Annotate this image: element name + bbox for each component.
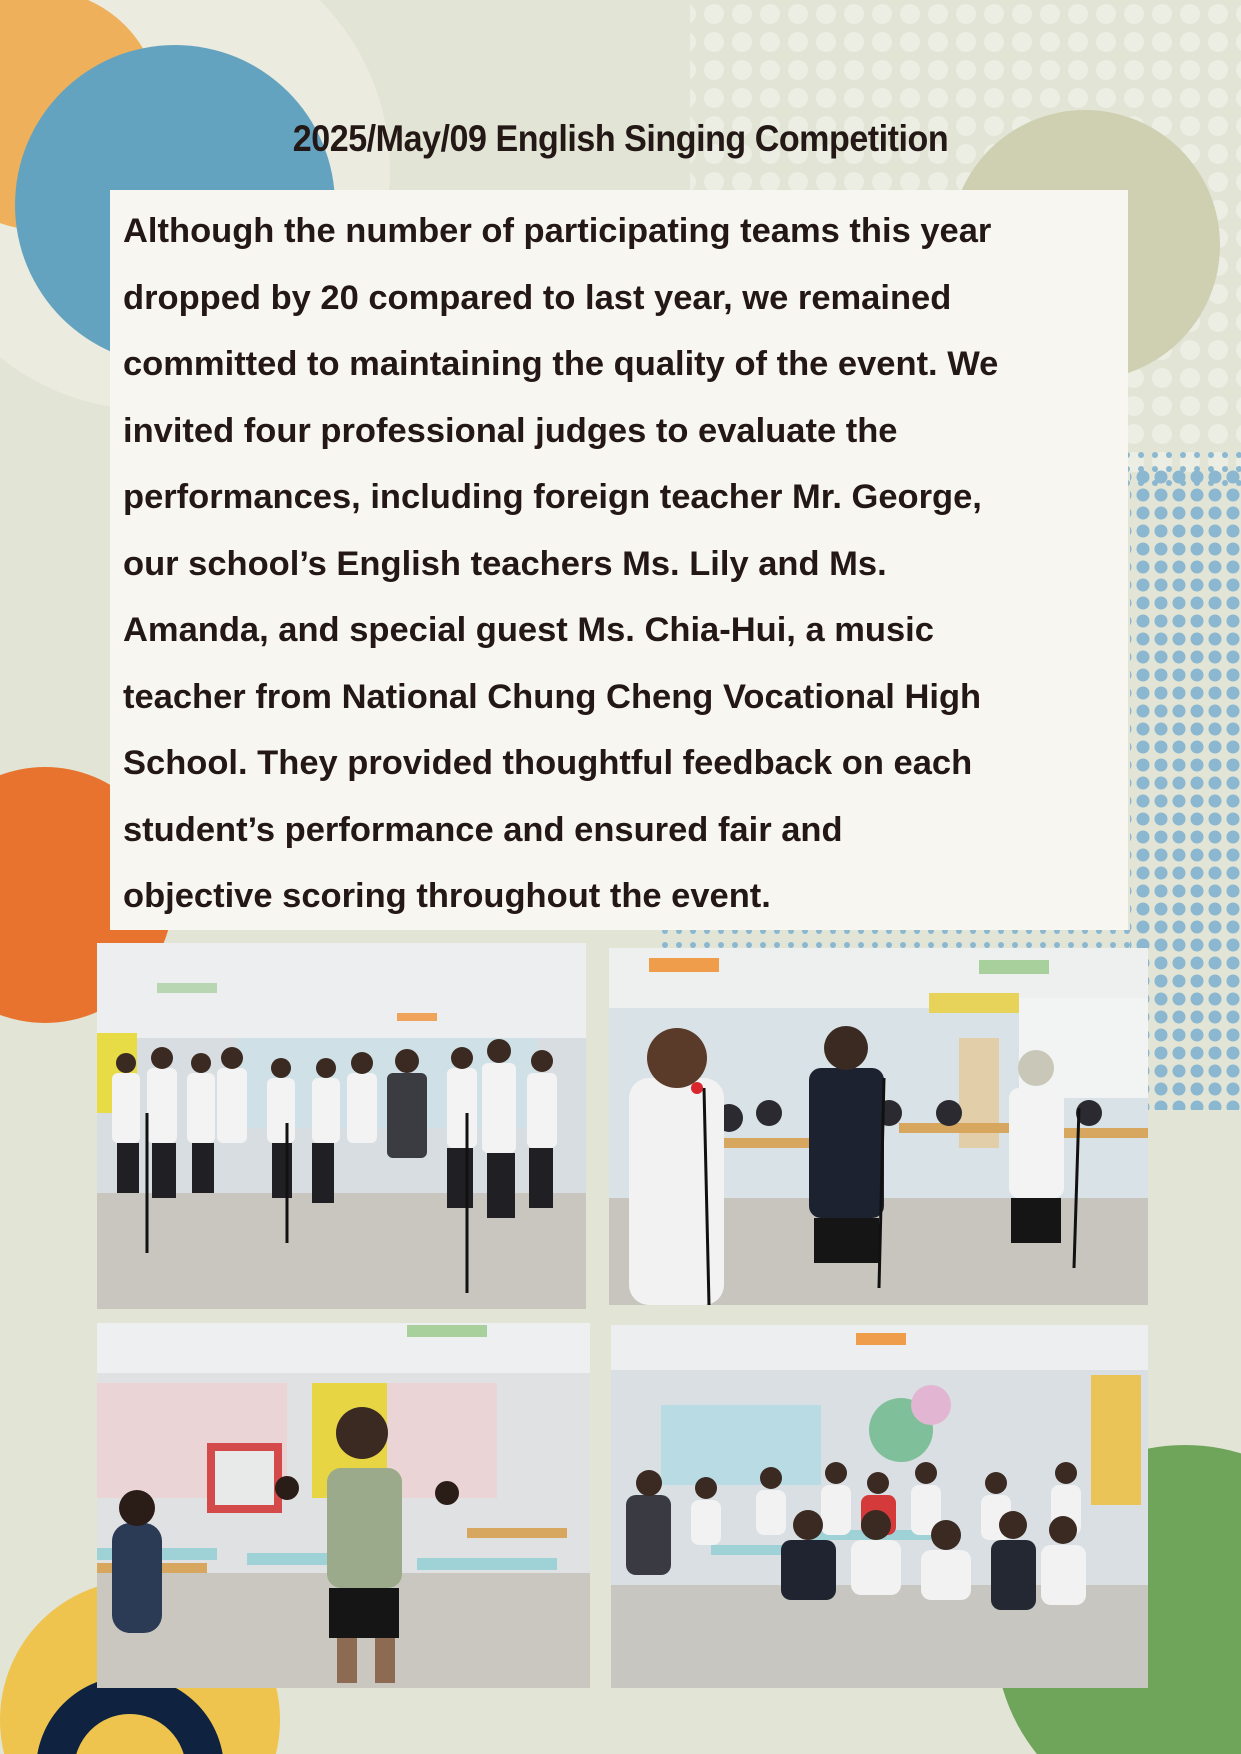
article-body: Although the number of participating teams this year dropped by 20 compared to last year, we remained committed to maintaining the quality of the event. We invited four professional judges to evaluate the performances, including foreign teacher Mr. George, our school’s English teachers Ms. Lily and Ms. Amanda, and special guest Ms. Chia-Hui, a music teacher from National Chung Cheng Vocational High School. They provided thoughtful feedback on each student’s performance and ensured fair and objective scoring throughout the event.: [123, 212, 999, 915]
dot-pattern-blue-small: [1120, 450, 1241, 490]
photo-judge-singing: [97, 1323, 590, 1688]
page-title: 2025/May/09 English Singing Competition: [292, 118, 949, 159]
photo-group-singing: [97, 943, 586, 1309]
photo-solo-singers: [609, 948, 1148, 1305]
dot-pattern-blue-bottom: [660, 930, 1130, 950]
photo-group-heart-pose: [611, 1325, 1148, 1688]
